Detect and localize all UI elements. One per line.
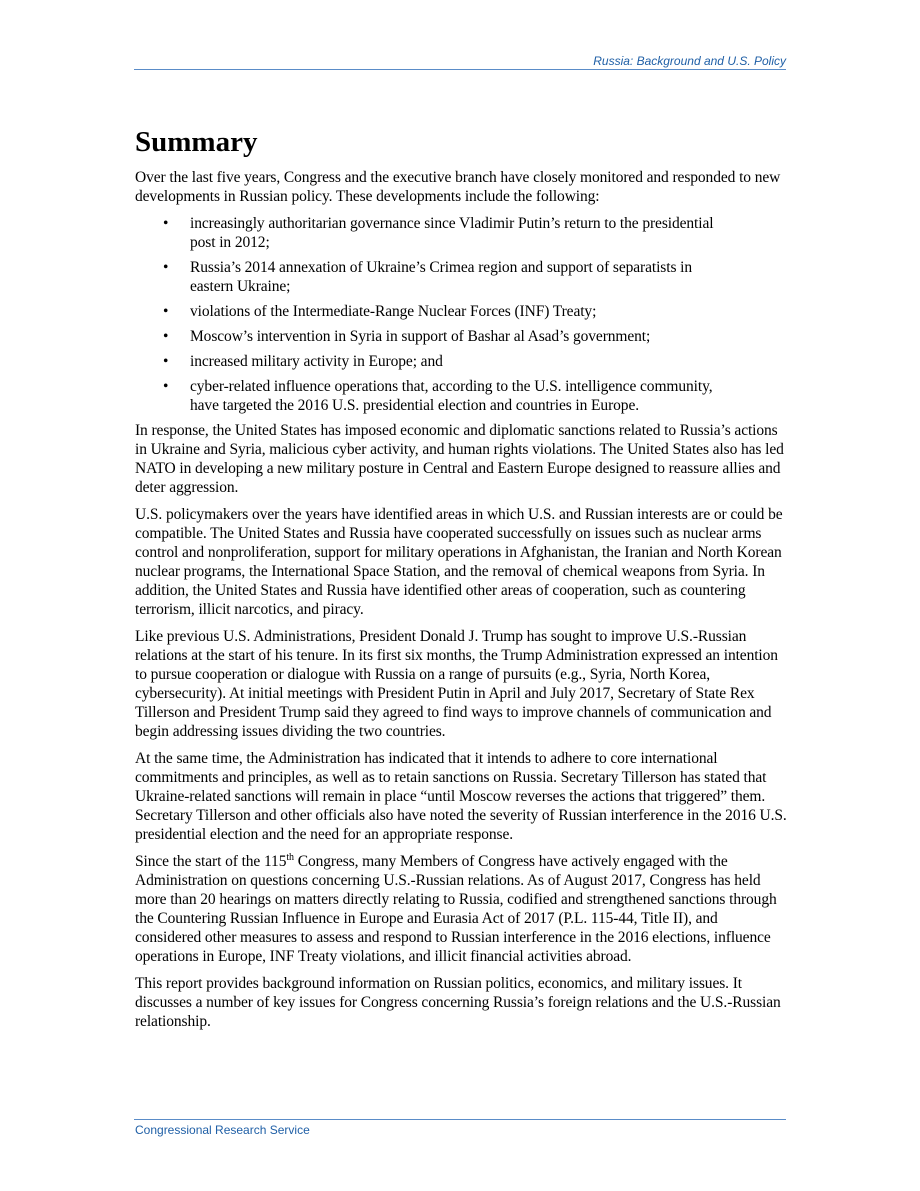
commitments-paragraph: At the same time, the Administration has indicated that it intends to adhere to core international commitments and principles, as well as to retain sanctions on Russia. Secretary Tillerson has stated that Ukraine-related sanctions will remain in place “until Moscow reverses the actions that triggered” them. Secretary Tillerson and other officials also have noted the severity of Russian interference in the 2016 U.S. presidential election and the need for an appropriate response. bbox=[135, 750, 787, 843]
bullet-icon: • bbox=[163, 259, 169, 276]
bullet-icon: • bbox=[163, 303, 169, 320]
bullet-icon: • bbox=[163, 215, 169, 232]
congress-paragraph bbox=[135, 852, 787, 966]
developments-list bbox=[135, 214, 787, 415]
list-item-text: increasingly authoritarian governance since Vladimir Putin’s return to the presidential post in 2012; bbox=[190, 215, 714, 251]
list-item bbox=[135, 258, 720, 296]
congress-paragraph-start: Since the start of the 115 bbox=[135, 853, 287, 870]
list-item bbox=[135, 352, 720, 371]
list-item bbox=[135, 302, 720, 321]
trump-administration-paragraph: Like previous U.S. Administrations, President Donald J. Trump has sought to improve U.S.-Russian relations at the start of his tenure. In its first six months, the Trump Administration expressed an intention to pursue cooperation or dialogue with Russia on a range of pursuits (e.g., Syria, North Korea, cybersecurity). At initial meetings with President Putin in April and July 2017, Secretary of State Rex Tillerson and President Trump said they agreed to find ways to improve channels of communication and begin addressing issues dividing the two countries. bbox=[135, 628, 778, 740]
bullet-icon: • bbox=[163, 328, 169, 345]
summary-section bbox=[135, 124, 787, 1039]
running-header-title: Russia: Background and U.S. Policy bbox=[593, 54, 786, 68]
intro-paragraph: Over the last five years, Congress and the executive branch have closely monitored and responded to new developments in Russian policy. These developments include the following: bbox=[135, 169, 781, 205]
bullet-icon: • bbox=[163, 353, 169, 370]
closing-paragraph: This report provides background information on Russian politics, economics, and military issues. It discusses a number of key issues for Congress concerning Russia’s foreign relations and the U.S.-Russian relationship. bbox=[135, 975, 781, 1030]
sanctions-paragraph: In response, the United States has imposed economic and diplomatic sanctions related to Russia’s actions in Ukraine and Syria, malicious cyber activity, and human rights violations. The United States also has led NATO in developing a new military posture in Central and Eastern Europe designed to reassure allies and deter aggression. bbox=[135, 422, 784, 496]
bullet-icon: • bbox=[163, 378, 169, 395]
page-title: Summary bbox=[135, 126, 258, 158]
list-item-text: cyber-related influence operations that, according to the U.S. intelligence community, have targeted the 2016 U.S. presidential election and countries in Europe. bbox=[190, 378, 713, 414]
list-item-text: increased military activity in Europe; and bbox=[190, 353, 443, 370]
cooperation-paragraph: U.S. policymakers over the years have identified areas in which U.S. and Russian interests are or could be compatible. The United States and Russia have cooperated successfully on issues such as nuclear arms control and nonproliferation, support for military operations in Afghanistan, the Iranian and North Korean nuclear programs, the International Space Station, and the removal of chemical weapons from Syria. In addition, the United States and Russia have identified other areas of cooperation, such as countering terrorism, illicit narcotics, and piracy. bbox=[135, 506, 783, 618]
ordinal-suffix: th bbox=[286, 851, 294, 863]
list-item bbox=[135, 377, 720, 415]
list-item-text: violations of the Intermediate-Range Nuclear Forces (INF) Treaty; bbox=[190, 303, 597, 320]
footer-rule bbox=[134, 1119, 786, 1120]
footer-publisher: Congressional Research Service bbox=[135, 1123, 310, 1137]
list-item-text: Russia’s 2014 annexation of Ukraine’s Crimea region and support of separatists in eastern Ukraine; bbox=[190, 259, 693, 295]
list-item-text: Moscow’s intervention in Syria in support of Bashar al Asad’s government; bbox=[190, 328, 651, 345]
list-item bbox=[135, 327, 720, 346]
congress-paragraph-rest: Congress, many Members of Congress have actively engaged with the Administration on questions concerning U.S.-Russian relations. As of August 2017, Congress has held more than 20 hearings on matters directly relating to Russia, codified and strengthened sanctions through the Countering Russian Influence in Europe and Eurasia Act of 2017 (P.L. 115-44, Title II), and considered other measures to assess and respond to Russian interference in the 2016 elections, influence operations in Europe, INF Treaty violations, and illicit financial activities abroad. bbox=[135, 853, 777, 965]
header-rule bbox=[134, 69, 786, 70]
list-item bbox=[135, 214, 720, 252]
